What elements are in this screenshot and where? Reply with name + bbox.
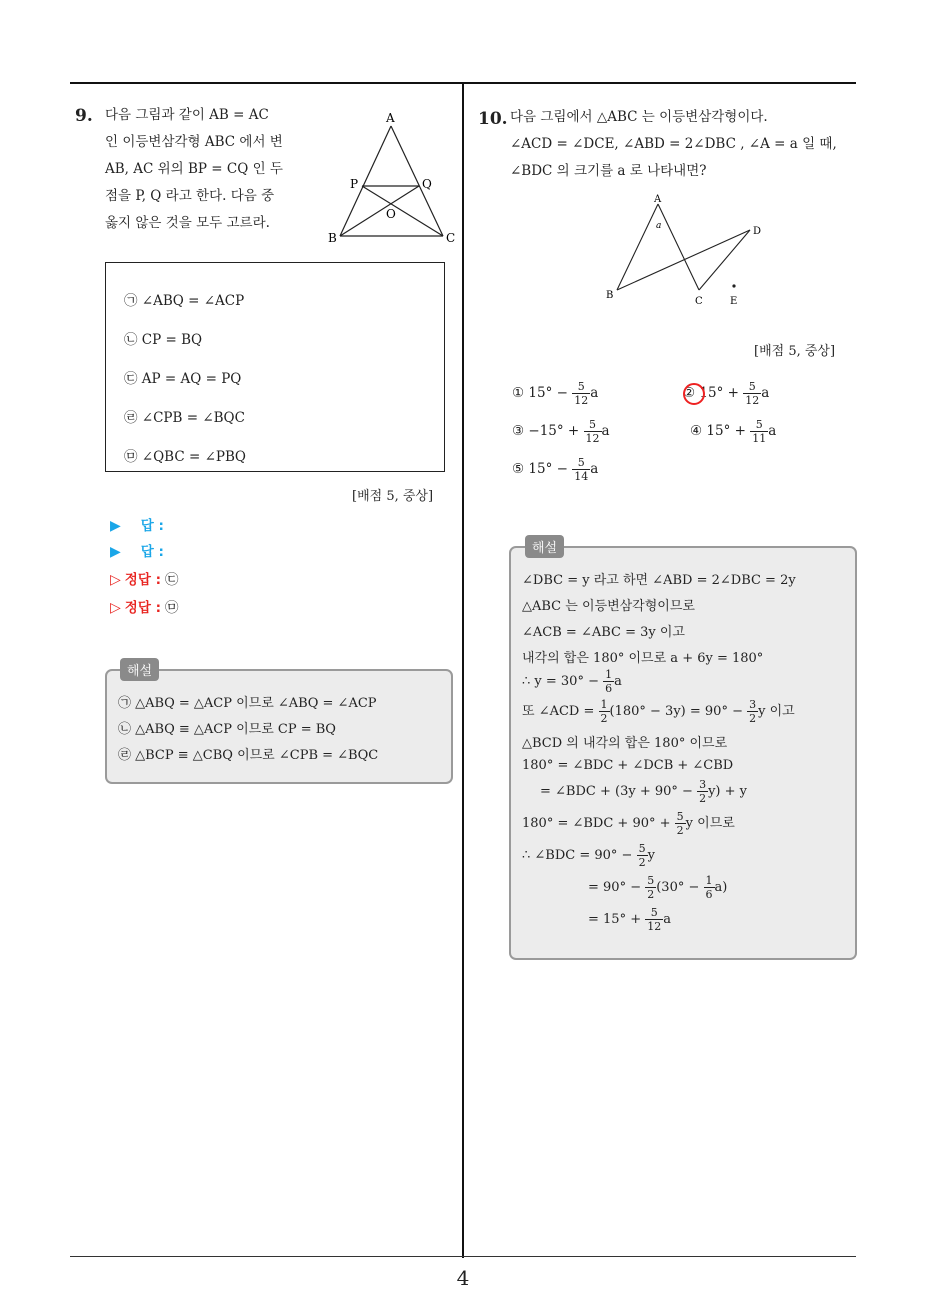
red-triangle-icon: ▷ bbox=[110, 600, 121, 616]
q10-option-2: ② 15° + $\frac{5}{12}$ a bbox=[683, 380, 770, 407]
q9-source: [배점 5, 중상] bbox=[352, 489, 434, 504]
q9-choice-1: ㉠ ∠ABQ = ∠ACP bbox=[124, 293, 245, 309]
bottom-rule bbox=[70, 1256, 856, 1257]
q9-correct-line-2: ▷ 정답 : ㉤ bbox=[110, 600, 179, 616]
fig9-label-q: Q bbox=[422, 177, 432, 191]
red-triangle-icon: ▷ bbox=[110, 572, 121, 588]
q9-answer-line-2: ▶ 답 : bbox=[110, 544, 164, 560]
q9-solution-line-1: ㉠ △ABQ = △ACP 이므로 ∠ABQ = ∠ACP bbox=[118, 696, 377, 711]
page-number: 4 bbox=[456, 1266, 470, 1290]
blue-triangle-icon: ▶ bbox=[110, 518, 121, 534]
fig9-label-a: A bbox=[386, 111, 395, 125]
q9-correct-line-1: ▷ 정답 : ㉢ bbox=[110, 572, 179, 588]
fig10-label-e: E bbox=[730, 296, 738, 307]
q9-choice-2: ㉡ CP = BQ bbox=[124, 332, 203, 348]
q10-solution-line-13: = 15° + $\frac{5}{12}$ a bbox=[588, 906, 671, 933]
fig10-label-c: C bbox=[695, 296, 703, 307]
q10-solution-line-7: △BCD 의 내각의 합은 180° 이므로 bbox=[522, 736, 728, 751]
q10-solution-line-4: 내각의 합은 180° 이므로 a + 6y = 180° bbox=[522, 651, 764, 666]
q10-option-1: ① 15° − $\frac{5}{12}$ a bbox=[512, 380, 599, 407]
q9-number: 9. bbox=[75, 106, 93, 126]
fig9-label-o: O bbox=[386, 207, 396, 221]
fig10-label-angle-a: a bbox=[656, 221, 662, 231]
blue-triangle-icon: ▶ bbox=[110, 544, 121, 560]
q9-line-3: AB, AC 위의 BP = CQ 인 두 bbox=[105, 161, 283, 177]
q9-line-1: 다음 그림과 같이 AB = AC bbox=[105, 107, 269, 123]
q10-figure bbox=[600, 192, 780, 312]
fig10-label-a: A bbox=[654, 194, 662, 205]
q9-choice-4: ㉣ ∠CPB = ∠BQC bbox=[124, 410, 245, 426]
fig9-label-p: P bbox=[350, 177, 359, 191]
q10-solution-line-12: = 90° − $\frac{5}{2}$ (30° − $\frac{1}{6}$ a) bbox=[588, 874, 728, 901]
q9-solution-tab: 해설 bbox=[120, 658, 159, 681]
q9-text bbox=[105, 102, 283, 237]
q10-option-4: ④ 15° + $\frac{5}{11}$ a bbox=[690, 418, 777, 445]
q9-line-2: 인 이등변삼각형 ABC 에서 변 bbox=[105, 134, 283, 150]
q10-solution-line-10: 180° = ∠BDC + 90° + $\frac{5}{2}$ y 이므로 bbox=[522, 810, 735, 837]
fig9-label-c: C bbox=[446, 231, 456, 245]
q9-line-5: 옳지 않은 것을 모두 고르라. bbox=[105, 215, 270, 231]
q10-source: [배점 5, 중상] bbox=[754, 344, 836, 359]
q10-solution-line-11: ∴ ∠BDC = 90° − $\frac{5}{2}$ y bbox=[522, 842, 655, 869]
q10-line-2: ∠ACD = ∠DCE, ∠ABD = 2∠DBC , ∠A = a 일 때, bbox=[510, 136, 837, 152]
q10-option-3: ③ −15° + $\frac{5}{12}$ a bbox=[512, 418, 610, 445]
fig9-label-b: B bbox=[328, 231, 337, 245]
selected-answer-circle bbox=[683, 383, 705, 405]
q9-triangle-figure bbox=[320, 108, 460, 248]
q10-solution-line-3: ∠ACB = ∠ABC = 3y 이고 bbox=[522, 625, 685, 640]
q10-number: 10. bbox=[478, 109, 508, 129]
q10-solution-line-2: △ABC 는 이등변삼각형이므로 bbox=[522, 599, 695, 614]
q9-line-4: 점을 P, Q 라고 한다. 다음 중 bbox=[105, 188, 275, 204]
q9-choice-5: ㉤ ∠QBC = ∠PBQ bbox=[124, 449, 246, 465]
q9-answer-line-1: ▶ 답 : bbox=[110, 518, 164, 534]
q9-solution-line-2: ㉡ △ABQ ≡ △ACP 이므로 CP = BQ bbox=[118, 722, 336, 737]
q10-solution-line-8: 180° = ∠BDC + ∠DCB + ∠CBD bbox=[522, 758, 734, 773]
q9-solution-line-3: ㉣ △BCP ≡ △CBQ 이므로 ∠CPB = ∠BQC bbox=[118, 748, 379, 763]
q10-solution-line-9: = ∠BDC + (3y + 90° − $\frac{3}{2}$ y) + y bbox=[540, 778, 747, 805]
q10-solution-line-6: 또 ∠ACD = $\frac{1}{2}$ (180° − 3y) = 90° − $\frac{3}{2}$ y 이고 bbox=[522, 698, 795, 725]
column-divider bbox=[462, 82, 464, 1258]
q10-option-5: ⑤ 15° − $\frac{5}{14}$ a bbox=[512, 456, 599, 483]
q10-line-3: ∠BDC 의 크기를 a 로 나타내면? bbox=[510, 163, 707, 179]
q10-solution-line-5: ∴ y = 30° − $\frac{1}{6}$ a bbox=[522, 668, 622, 695]
q10-line-1: 다음 그림에서 △ABC 는 이등변삼각형이다. bbox=[510, 109, 768, 125]
q10-text bbox=[510, 104, 837, 185]
fig10-label-b: B bbox=[606, 290, 614, 301]
q10-solution-tab: 해설 bbox=[525, 535, 564, 558]
q10-solution-line-1: ∠DBC = y 라고 하면 ∠ABD = 2∠DBC = 2y bbox=[522, 573, 796, 588]
fig10-label-d: D bbox=[753, 226, 762, 237]
q9-choice-3: ㉢ AP = AQ = PQ bbox=[124, 371, 242, 387]
q9-choices-box bbox=[105, 262, 445, 472]
